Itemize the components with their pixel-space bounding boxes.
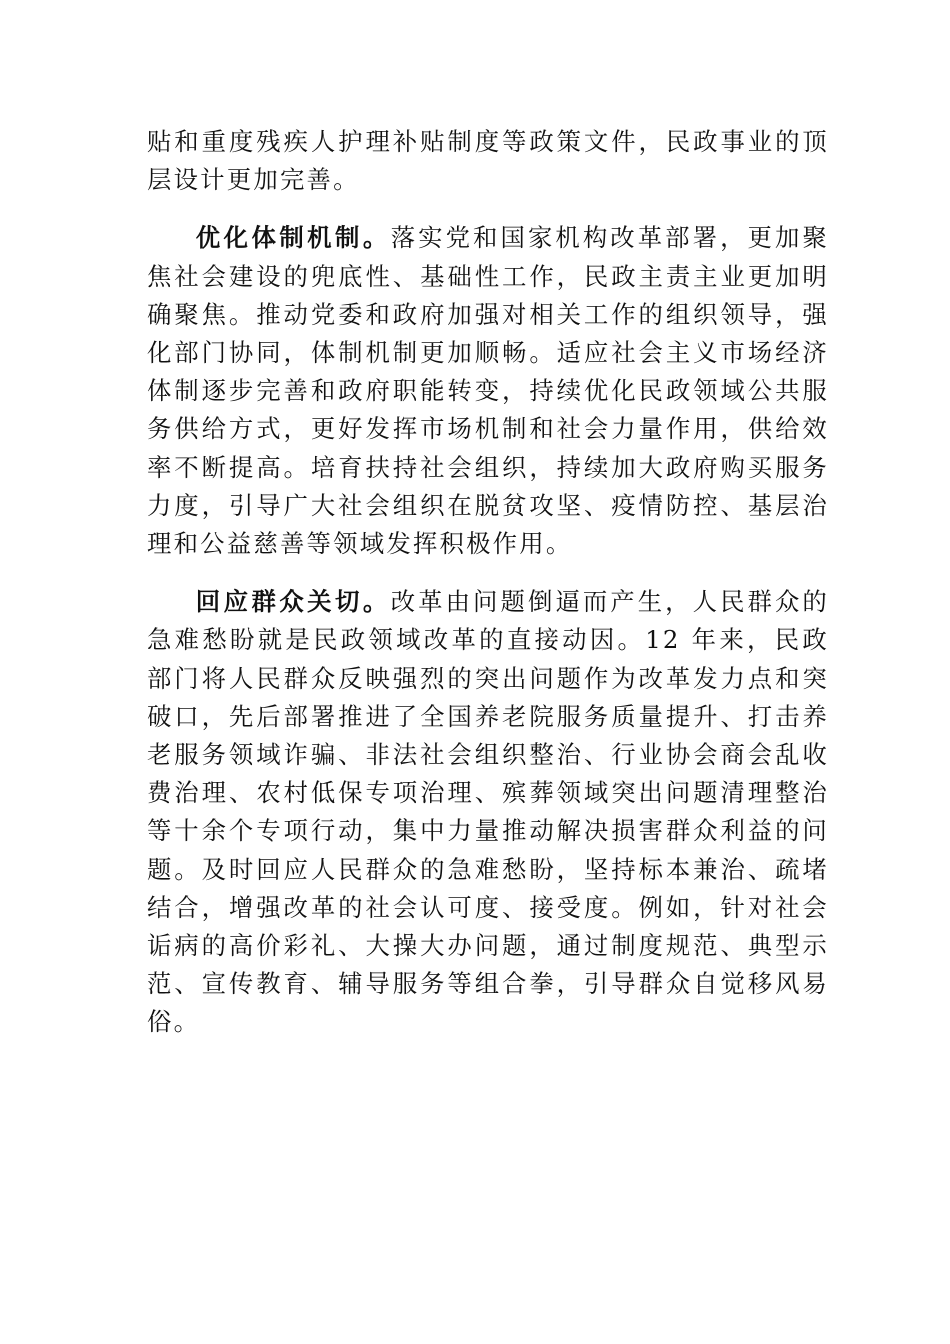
document-body — [147, 123, 829, 1062]
paragraph-text: 贴和重度残疾人护理补贴制度等政策文件，民政事业的顶层设计更加完善。 — [147, 127, 829, 195]
paragraph-heading: 回应群众关切。 — [195, 587, 391, 617]
paragraph-continuation — [147, 123, 829, 199]
paragraph-optimize-system — [147, 219, 829, 563]
paragraph-respond-concerns — [147, 583, 829, 1041]
paragraph-text: 落实党和国家机构改革部署，更加聚焦社会建设的兜底性、基础性工作，民政主责主业更加明确聚焦。推动党委和政府加强对相关工作的组织领导，强化部门协同，体制机制更加顺畅。适应社会主义市场经济体制逐步完善和政府职能转变，持续优化民政领域公共服务供给方式，更好发挥市场机制和社会力量作用，供给效率不断提高。培育扶持社会组织，持续加大政府购买服务力度，引导广大社会组织在脱贫攻坚、疫情防控、基层治理和公益慈善等领域发挥积极作用。 — [147, 223, 829, 559]
paragraph-heading: 优化体制机制。 — [195, 223, 391, 253]
paragraph-text: 改革由问题倒逼而产生，人民群众的急难愁盼就是民政领域改革的直接动因。12 年来，民政部门将人民群众反映强烈的突出问题作为改革发力点和突破口，先后部署推进了全国养老院服务质量提升、打击养老服务领域诈骗、非法社会组织整治、行业协会商会乱收费治理、农村低保专项治理、殡葬领域突出问题清理整治等十余个专项行动，集中力量推动解决损害群众利益的问题。及时回应人民群众的急难愁盼，坚持标本兼治、疏堵结合，增强改革的社会认可度、接受度。例如，针对社会诟病的高价彩礼、大操大办问题，通过制度规范、典型示范、宣传教育、辅导服务等组合拳，引导群众自觉移风易俗。 — [147, 587, 829, 1037]
